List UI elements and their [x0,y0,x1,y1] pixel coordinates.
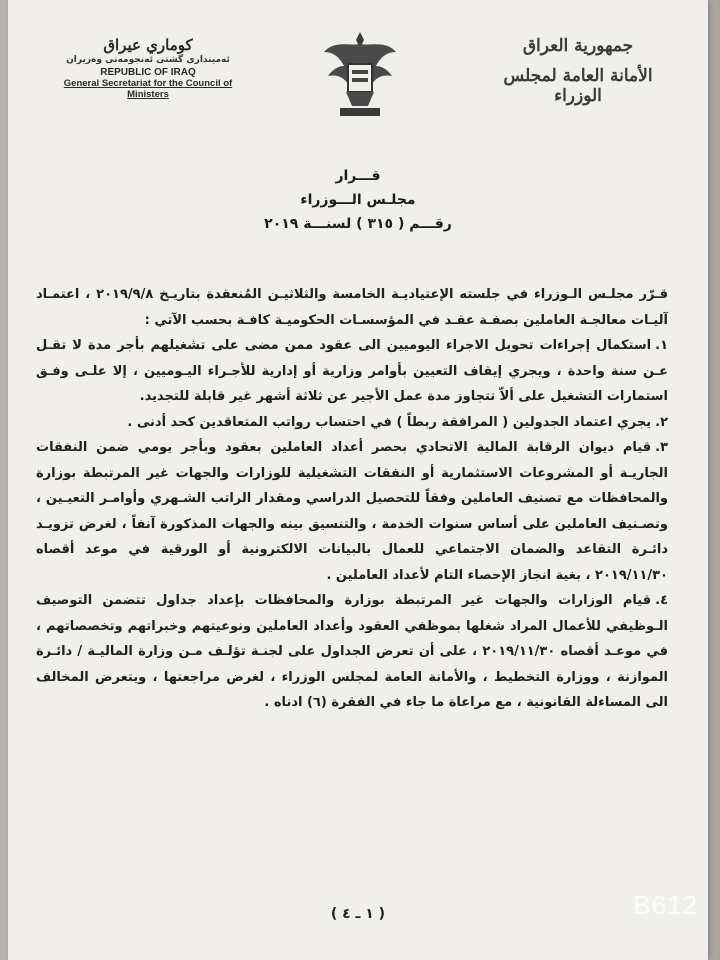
decision-label: قـــرار [335,168,381,184]
decision-body [36,282,668,716]
item-number: ١. [655,338,668,353]
list-item [36,410,668,436]
letterhead-right [478,36,678,106]
kurdish-title: كوماري عيراق [103,36,193,54]
list-item [36,435,668,588]
republic-name: جمهورية العراق [522,36,634,56]
item-text: يجري اعتماد الجدولين ( المرافقة ربطاً ) في احتساب رواتب المتعاقدين كحد أدنى . [127,414,652,430]
decision-number: رقـــم ( ٣١٥ ) لسنـــة ٢٠١٩ [264,216,452,232]
page-number: ( ١ ـ ٤ ) [330,906,386,922]
camera-watermark: B612 [633,890,698,920]
secretariat-name: الأمانة العامة لمجلس الوزراء [503,66,653,106]
english-title: REPUBLIC OF IRAQ [100,67,196,78]
item-text: قيام ديوان الرقابة المالية الاتحادي بحصر أعداد العاملين بعقود وبأجر يومي ضمن النفقات الجاريـة أو المشروعات الاستثمارية أو النفقات التشغيلية للوزارات والجهات غير المرتبطة بوزارة والمحافظات مع تصنيف العاملين وفقاً للتحصيل الدراسي ومقدار الراتب الشـهري وأوامـر التعيـين ، وتصـنيف العاملين على أساس سنوات الخدمة ، والتنسيق بينه والجهات المذكورة آنفاً ، لغرض تزويـد دائـرة التقاعد والضمان الاجتماعي للعمال بالبيانات الالكترونية أو الورقية في موعد أقصاه ٢٠١٩/١١/٣٠ ، بغية انجاز الإحصاء التام لأعداد العاملين . [36,440,668,583]
english-subtitle: General Secretariat for the Council of Ministers [63,78,233,100]
kurdish-subtitle: ئەمینداری گشتی ئەنجومەنی وەزیران [66,55,230,65]
item-number: ٣. [655,440,668,455]
list-item [36,588,668,716]
item-number: ٤. [655,593,668,608]
list-item [36,333,668,410]
item-text: قيام الوزارات والجهات غير المرتبطة بوزارة والمحافظات بإعداد جداول تتضمن التوصيف الـوظيفي للأعمال المراد شغلها بموظفي العقود وأعداد العاملين ونوعيتهم وخبراتهم وتخصصاتهم ، في موعـد أقصاه ٢٠١٩/١١/٣٠ ، على أن تعرض الجداول على لجنـة تؤلـف مـن وزارة الماليـة / دائـرة الموازنة ، ووزارة التخطيط ، والأمانة العامة لمجلس الوزراء ، لغرض مراجعتها ، ويتعرض المخالف الى المساءلة القانونية ، مع مراعاة ما جاء في الفقرة (٦) ادناه . [36,593,668,710]
eagle-emblem-icon [320,26,400,122]
item-number: ٢. [655,414,668,430]
letterhead-left [48,36,248,100]
council-label: مجلـس الـــوزراء [300,192,416,208]
item-text: استكمال إجراءات تحويل الاجراء اليوميين الى عقود ممن مضى على تشغيلهم بأجر مدة لا تقـل عـن سنة واحدة ، ويجري إيقاف التعيين بأوامر وزارية أو إدارية للأجـراء اليـوميين ، إلا علـى وفـق استمارات التشغيل على ألاّ تتجاوز مدة عمل الأجير عن ثلاثة أشهر غير قابلة للتجديد. [36,338,668,404]
document-page [8,0,708,960]
letterhead [8,18,708,128]
decision-title [8,168,708,240]
intro-paragraph: قـرّر مجلـس الـوزراء في جلسته الإعتياديـة الخامسة والثلاثيـن المُنعقدة بتاريـخ ٢٠١٩/٩/٨ ، اعتمـاد آليـات معالجـة العاملين بصفـة عقـد في المؤسسـات الحكوميـة كافـة بحسب الآتي : [36,287,668,328]
